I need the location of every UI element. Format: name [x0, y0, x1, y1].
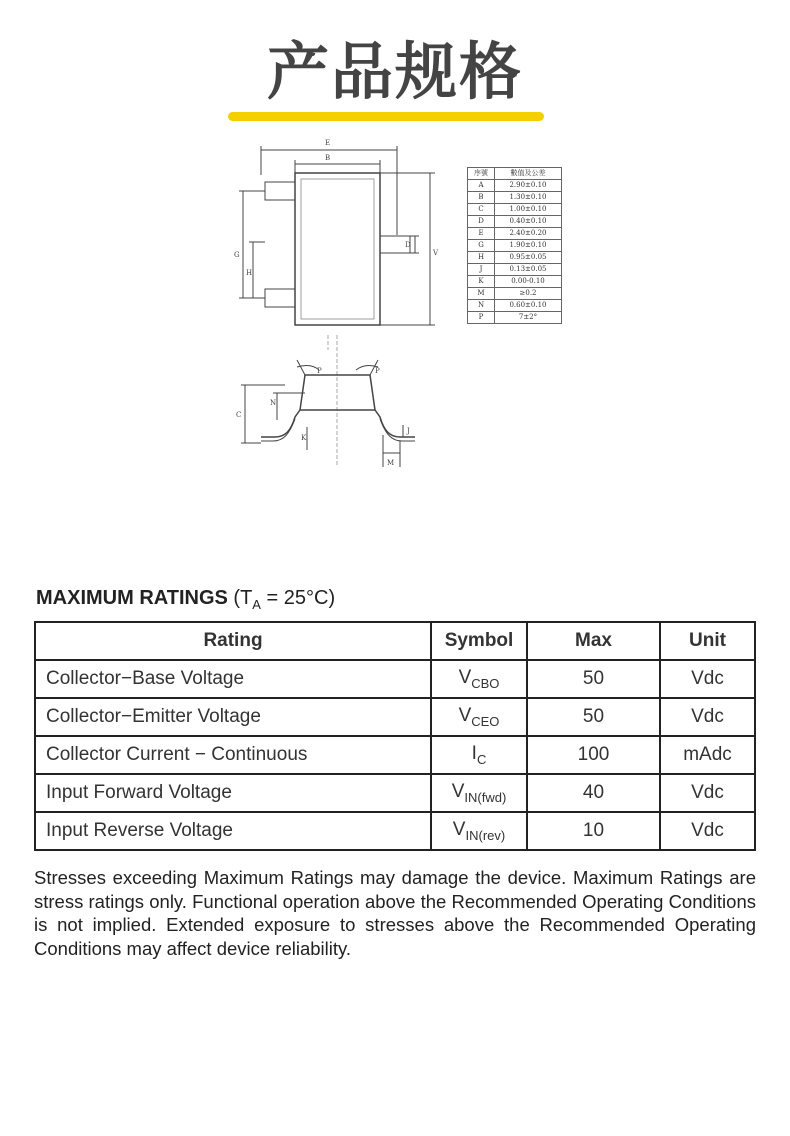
dimension-table — [467, 167, 562, 324]
rating-symbol: $V_{CEO}$ — [431, 698, 527, 736]
dim-value: 0.13±0.05 — [495, 264, 562, 276]
table-row — [468, 312, 562, 324]
table-row — [468, 252, 562, 264]
ratings-heading — [36, 587, 335, 612]
table-row — [468, 180, 562, 192]
rating-max: 40 — [527, 774, 660, 812]
label-J: J — [407, 427, 410, 435]
col-header-max: Max — [527, 622, 660, 660]
dim-header-no: 序號 — [468, 168, 495, 180]
dim-key: N — [468, 300, 495, 312]
dim-value: 7±2° — [495, 312, 562, 324]
table-row — [468, 216, 562, 228]
col-header-symbol: Symbol — [431, 622, 527, 660]
dim-key: K — [468, 276, 495, 288]
package-outline-drawing — [225, 135, 465, 475]
page-title: 产品规格 — [266, 35, 523, 108]
rating-name: Input Forward Voltage — [35, 774, 431, 812]
dim-key: J — [468, 264, 495, 276]
rating-max: 50 — [527, 660, 660, 698]
label-B: B — [325, 154, 331, 162]
rating-name: Input Reverse Voltage — [35, 812, 431, 850]
dim-key: M — [468, 288, 495, 300]
rating-unit: Vdc — [660, 812, 755, 850]
label-D: D — [405, 241, 411, 249]
table-row — [35, 774, 755, 812]
label-G: G — [234, 251, 240, 259]
rating-name: Collector Current − Continuous — [35, 736, 431, 774]
ratings-table — [34, 621, 756, 851]
label-N: N — [270, 399, 277, 407]
dimension-table-header — [468, 168, 562, 180]
label-P-right: P — [375, 367, 380, 375]
label-M: M — [387, 459, 395, 467]
label-K: K — [301, 434, 307, 442]
rating-symbol: $V_{CBO}$ — [431, 660, 527, 698]
dim-key: A — [468, 180, 495, 192]
dim-value: 0.60±0.10 — [495, 300, 562, 312]
rating-unit: Vdc — [660, 660, 755, 698]
label-P-left: P — [317, 367, 322, 375]
rating-unit: mAdc — [660, 736, 755, 774]
dim-value: 2.40±0.20 — [495, 228, 562, 240]
table-row — [468, 264, 562, 276]
dim-value: 1.00±0.10 — [495, 204, 562, 216]
dim-header-value: 數值及公差 — [495, 168, 562, 180]
rating-symbol: $I_C$ — [431, 736, 527, 774]
table-row — [468, 192, 562, 204]
dim-value: ≥0.2 — [495, 288, 562, 300]
table-row — [468, 300, 562, 312]
table-row — [468, 288, 562, 300]
dim-key: D — [468, 216, 495, 228]
dim-key: B — [468, 192, 495, 204]
dim-value: 1.90±0.10 — [495, 240, 562, 252]
dim-value: 1.30±0.10 — [495, 192, 562, 204]
rating-unit: Vdc — [660, 774, 755, 812]
dim-key: G — [468, 240, 495, 252]
table-row — [468, 240, 562, 252]
table-row — [35, 660, 755, 698]
rating-symbol: $V_{IN(fwd)}$ — [431, 774, 527, 812]
label-H: H — [246, 269, 253, 277]
table-row — [468, 204, 562, 216]
rating-max: 10 — [527, 812, 660, 850]
ratings-heading-title: MAXIMUM RATINGS — [36, 587, 228, 609]
ratings-note: Stresses exceeding Maximum Ratings may damage the device. Maximum Ratings are stress ratings only. Functional operation above the Recommended Operating Conditions is not implied. Extended exposure to stresses above the Recommended Operating Conditions may affect device reliability. — [34, 867, 756, 959]
dim-key: E — [468, 228, 495, 240]
dim-value: 0.40±0.10 — [495, 216, 562, 228]
rating-max: 100 — [527, 736, 660, 774]
dim-key: C — [468, 204, 495, 216]
dim-value: 0.95±0.05 — [495, 252, 562, 264]
dim-key: P — [468, 312, 495, 324]
table-row — [468, 276, 562, 288]
table-row — [468, 228, 562, 240]
table-row — [35, 812, 755, 850]
table-row — [35, 736, 755, 774]
ratings-heading-condition: $(T_A = 25^\circ C)$ — [233, 587, 336, 612]
col-header-rating: Rating — [35, 622, 431, 660]
dim-value: 2.90±0.10 — [495, 180, 562, 192]
dim-value: 0.00-0.10 — [495, 276, 562, 288]
label-E: E — [325, 139, 331, 147]
label-V: V — [433, 249, 439, 257]
ratings-table-header — [35, 622, 755, 660]
rating-unit: Vdc — [660, 698, 755, 736]
rating-name: Collector−Emitter Voltage — [35, 698, 431, 736]
rating-name: Collector−Base Voltage — [35, 660, 431, 698]
dim-key: H — [468, 252, 495, 264]
rating-symbol: $V_{IN(rev)}$ — [431, 812, 527, 850]
label-C: C — [236, 411, 242, 419]
title-underline — [228, 112, 544, 121]
col-header-unit: Unit — [660, 622, 755, 660]
rating-max: 50 — [527, 698, 660, 736]
table-row — [35, 698, 755, 736]
